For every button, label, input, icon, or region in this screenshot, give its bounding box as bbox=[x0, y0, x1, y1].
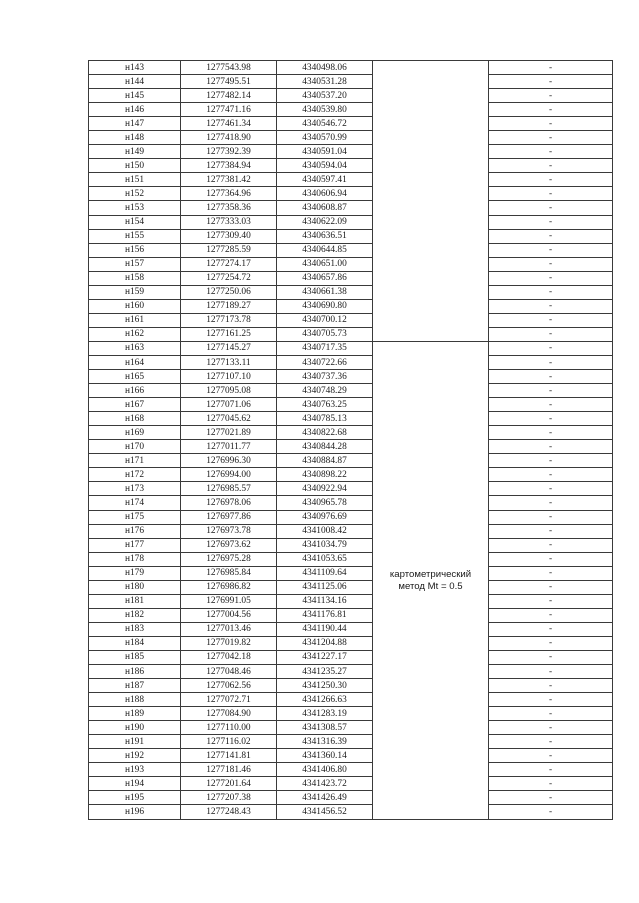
y-coordinate-cell: 4340748.29 bbox=[277, 384, 373, 398]
x-coordinate-cell: 1276985.84 bbox=[181, 566, 277, 580]
y-coordinate-cell: 4340661.38 bbox=[277, 285, 373, 299]
x-coordinate-cell: 1277004.56 bbox=[181, 608, 277, 622]
note-cell: - bbox=[489, 749, 613, 763]
x-coordinate-cell: 1277482.14 bbox=[181, 89, 277, 103]
x-coordinate-cell: 1277495.51 bbox=[181, 75, 277, 89]
x-coordinate-cell: 1277048.46 bbox=[181, 665, 277, 679]
y-coordinate-cell: 4340737.36 bbox=[277, 370, 373, 384]
point-cell: н162 bbox=[89, 327, 181, 341]
note-cell: - bbox=[489, 201, 613, 215]
table-row bbox=[89, 735, 613, 749]
note-cell: - bbox=[489, 636, 613, 650]
x-coordinate-cell: 1277285.59 bbox=[181, 243, 277, 257]
point-cell: н155 bbox=[89, 229, 181, 243]
table-row bbox=[89, 454, 613, 468]
table-row bbox=[89, 679, 613, 693]
x-coordinate-cell: 1277084.90 bbox=[181, 707, 277, 721]
coordinates-table bbox=[88, 60, 613, 820]
y-coordinate-cell: 4340539.80 bbox=[277, 103, 373, 117]
note-cell: - bbox=[489, 552, 613, 566]
table-row bbox=[89, 721, 613, 735]
x-coordinate-cell: 1277042.18 bbox=[181, 650, 277, 664]
note-cell: - bbox=[489, 61, 613, 75]
y-coordinate-cell: 4340700.12 bbox=[277, 313, 373, 327]
point-cell: н194 bbox=[89, 777, 181, 791]
y-coordinate-cell: 4341456.52 bbox=[277, 805, 373, 819]
note-cell: - bbox=[489, 594, 613, 608]
x-coordinate-cell: 1277254.72 bbox=[181, 271, 277, 285]
method-text bbox=[373, 200, 488, 202]
table-row bbox=[89, 791, 613, 805]
x-coordinate-cell: 1277274.17 bbox=[181, 257, 277, 271]
method-line-1: картометрический bbox=[389, 569, 472, 581]
y-coordinate-cell: 4341235.27 bbox=[277, 665, 373, 679]
x-coordinate-cell: 1277011.77 bbox=[181, 440, 277, 454]
x-coordinate-cell: 1276994.00 bbox=[181, 468, 277, 482]
note-cell: - bbox=[489, 75, 613, 89]
point-cell: н181 bbox=[89, 594, 181, 608]
table-row bbox=[89, 103, 613, 117]
method-text bbox=[373, 567, 488, 593]
table-row bbox=[89, 693, 613, 707]
y-coordinate-cell: 4340657.86 bbox=[277, 271, 373, 285]
point-cell: н189 bbox=[89, 707, 181, 721]
note-cell: - bbox=[489, 650, 613, 664]
y-coordinate-cell: 4341190.44 bbox=[277, 622, 373, 636]
y-coordinate-cell: 4341053.65 bbox=[277, 552, 373, 566]
point-cell: н154 bbox=[89, 215, 181, 229]
table-row bbox=[89, 594, 613, 608]
table-row bbox=[89, 173, 613, 187]
point-cell: н143 bbox=[89, 61, 181, 75]
y-coordinate-cell: 4340785.13 bbox=[277, 412, 373, 426]
table-row bbox=[89, 707, 613, 721]
point-cell: н144 bbox=[89, 75, 181, 89]
x-coordinate-cell: 1276996.30 bbox=[181, 454, 277, 468]
x-coordinate-cell: 1276975.28 bbox=[181, 552, 277, 566]
table-row bbox=[89, 243, 613, 257]
table-row bbox=[89, 299, 613, 313]
table-row bbox=[89, 608, 613, 622]
x-coordinate-cell: 1277062.56 bbox=[181, 679, 277, 693]
point-cell: н183 bbox=[89, 622, 181, 636]
table-row bbox=[89, 370, 613, 384]
y-coordinate-cell: 4341283.19 bbox=[277, 707, 373, 721]
point-cell: н164 bbox=[89, 355, 181, 369]
y-coordinate-cell: 4341316.39 bbox=[277, 735, 373, 749]
point-cell: н196 bbox=[89, 805, 181, 819]
x-coordinate-cell: 1277250.06 bbox=[181, 285, 277, 299]
y-coordinate-cell: 4340651.00 bbox=[277, 257, 373, 271]
y-coordinate-cell: 4341034.79 bbox=[277, 538, 373, 552]
x-coordinate-cell: 1277381.42 bbox=[181, 173, 277, 187]
note-cell: - bbox=[489, 187, 613, 201]
point-cell: н188 bbox=[89, 693, 181, 707]
note-cell: - bbox=[489, 355, 613, 369]
note-cell: - bbox=[489, 103, 613, 117]
table-row bbox=[89, 117, 613, 131]
note-cell: - bbox=[489, 145, 613, 159]
coordinates-table-body bbox=[89, 61, 613, 820]
table-row bbox=[89, 257, 613, 271]
x-coordinate-cell: 1277181.46 bbox=[181, 763, 277, 777]
note-cell: - bbox=[489, 454, 613, 468]
note-cell: - bbox=[489, 510, 613, 524]
table-row bbox=[89, 763, 613, 777]
point-cell: н186 bbox=[89, 665, 181, 679]
point-cell: н153 bbox=[89, 201, 181, 215]
note-cell: - bbox=[489, 693, 613, 707]
note-cell: - bbox=[489, 131, 613, 145]
note-cell: - bbox=[489, 398, 613, 412]
note-cell: - bbox=[489, 665, 613, 679]
table-row bbox=[89, 75, 613, 89]
note-cell: - bbox=[489, 608, 613, 622]
x-coordinate-cell: 1276973.78 bbox=[181, 524, 277, 538]
y-coordinate-cell: 4340537.20 bbox=[277, 89, 373, 103]
x-coordinate-cell: 1277471.16 bbox=[181, 103, 277, 117]
note-cell: - bbox=[489, 215, 613, 229]
table-row bbox=[89, 145, 613, 159]
point-cell: н170 bbox=[89, 440, 181, 454]
y-coordinate-cell: 4341227.17 bbox=[277, 650, 373, 664]
table-row bbox=[89, 355, 613, 369]
table-row bbox=[89, 89, 613, 103]
table-row bbox=[89, 496, 613, 510]
note-cell: - bbox=[489, 299, 613, 313]
table-row bbox=[89, 327, 613, 341]
table-row bbox=[89, 159, 613, 173]
y-coordinate-cell: 4341308.57 bbox=[277, 721, 373, 735]
note-cell: - bbox=[489, 679, 613, 693]
note-cell: - bbox=[489, 257, 613, 271]
point-cell: н178 bbox=[89, 552, 181, 566]
y-coordinate-cell: 4341266.63 bbox=[277, 693, 373, 707]
note-cell: - bbox=[489, 805, 613, 819]
table-row bbox=[89, 215, 613, 229]
y-coordinate-cell: 4340636.51 bbox=[277, 229, 373, 243]
point-cell: н165 bbox=[89, 370, 181, 384]
note-cell: - bbox=[489, 271, 613, 285]
x-coordinate-cell: 1277309.40 bbox=[181, 229, 277, 243]
note-cell: - bbox=[489, 735, 613, 749]
x-coordinate-cell: 1277248.43 bbox=[181, 805, 277, 819]
y-coordinate-cell: 4340717.35 bbox=[277, 341, 373, 355]
x-coordinate-cell: 1277461.34 bbox=[181, 117, 277, 131]
table-row bbox=[89, 552, 613, 566]
point-cell: н168 bbox=[89, 412, 181, 426]
note-cell: - bbox=[489, 763, 613, 777]
point-cell: н175 bbox=[89, 510, 181, 524]
note-cell: - bbox=[489, 159, 613, 173]
point-cell: н151 bbox=[89, 173, 181, 187]
x-coordinate-cell: 1277207.38 bbox=[181, 791, 277, 805]
y-coordinate-cell: 4340546.72 bbox=[277, 117, 373, 131]
y-coordinate-cell: 4340884.87 bbox=[277, 454, 373, 468]
x-coordinate-cell: 1277333.03 bbox=[181, 215, 277, 229]
table-row bbox=[89, 201, 613, 215]
x-coordinate-cell: 1276991.05 bbox=[181, 594, 277, 608]
y-coordinate-cell: 4340608.87 bbox=[277, 201, 373, 215]
y-coordinate-cell: 4340722.66 bbox=[277, 355, 373, 369]
point-cell: н157 bbox=[89, 257, 181, 271]
table-row bbox=[89, 805, 613, 819]
x-coordinate-cell: 1277045.62 bbox=[181, 412, 277, 426]
table-row bbox=[89, 187, 613, 201]
point-cell: н171 bbox=[89, 454, 181, 468]
y-coordinate-cell: 4340591.04 bbox=[277, 145, 373, 159]
y-coordinate-cell: 4341250.30 bbox=[277, 679, 373, 693]
table-row bbox=[89, 61, 613, 75]
y-coordinate-cell: 4341008.42 bbox=[277, 524, 373, 538]
table-row bbox=[89, 622, 613, 636]
table-row bbox=[89, 510, 613, 524]
table-row bbox=[89, 538, 613, 552]
note-cell: - bbox=[489, 468, 613, 482]
note-cell: - bbox=[489, 707, 613, 721]
y-coordinate-cell: 4341406.80 bbox=[277, 763, 373, 777]
point-cell: н148 bbox=[89, 131, 181, 145]
note-cell: - bbox=[489, 285, 613, 299]
note-cell: - bbox=[489, 243, 613, 257]
table-row bbox=[89, 650, 613, 664]
table-row bbox=[89, 285, 613, 299]
y-coordinate-cell: 4340965.78 bbox=[277, 496, 373, 510]
x-coordinate-cell: 1277110.00 bbox=[181, 721, 277, 735]
note-cell: - bbox=[489, 117, 613, 131]
x-coordinate-cell: 1277013.46 bbox=[181, 622, 277, 636]
note-cell: - bbox=[489, 538, 613, 552]
note-cell: - bbox=[489, 496, 613, 510]
x-coordinate-cell: 1277543.98 bbox=[181, 61, 277, 75]
note-cell: - bbox=[489, 384, 613, 398]
note-cell: - bbox=[489, 412, 613, 426]
point-cell: н152 bbox=[89, 187, 181, 201]
point-cell: н193 bbox=[89, 763, 181, 777]
y-coordinate-cell: 4341204.88 bbox=[277, 636, 373, 650]
x-coordinate-cell: 1277392.39 bbox=[181, 145, 277, 159]
y-coordinate-cell: 4340844.28 bbox=[277, 440, 373, 454]
note-cell: - bbox=[489, 426, 613, 440]
note-cell: - bbox=[489, 313, 613, 327]
y-coordinate-cell: 4341134.16 bbox=[277, 594, 373, 608]
note-cell: - bbox=[489, 89, 613, 103]
point-cell: н176 bbox=[89, 524, 181, 538]
table-row bbox=[89, 313, 613, 327]
y-coordinate-cell: 4341109.64 bbox=[277, 566, 373, 580]
point-cell: н180 bbox=[89, 580, 181, 594]
y-coordinate-cell: 4340570.99 bbox=[277, 131, 373, 145]
x-coordinate-cell: 1276985.57 bbox=[181, 482, 277, 496]
point-cell: н179 bbox=[89, 566, 181, 580]
note-cell: - bbox=[489, 440, 613, 454]
point-cell: н182 bbox=[89, 608, 181, 622]
table-row bbox=[89, 229, 613, 243]
table-row bbox=[89, 580, 613, 594]
y-coordinate-cell: 4340606.94 bbox=[277, 187, 373, 201]
x-coordinate-cell: 1277201.64 bbox=[181, 777, 277, 791]
y-coordinate-cell: 4340594.04 bbox=[277, 159, 373, 173]
table-row bbox=[89, 131, 613, 145]
y-coordinate-cell: 4340705.73 bbox=[277, 327, 373, 341]
y-coordinate-cell: 4341423.72 bbox=[277, 777, 373, 791]
note-cell: - bbox=[489, 370, 613, 384]
x-coordinate-cell: 1277019.82 bbox=[181, 636, 277, 650]
point-cell: н161 bbox=[89, 313, 181, 327]
note-cell: - bbox=[489, 622, 613, 636]
x-coordinate-cell: 1277072.71 bbox=[181, 693, 277, 707]
table-row bbox=[89, 271, 613, 285]
table-row bbox=[89, 398, 613, 412]
x-coordinate-cell: 1277189.27 bbox=[181, 299, 277, 313]
note-cell: - bbox=[489, 229, 613, 243]
y-coordinate-cell: 4340976.69 bbox=[277, 510, 373, 524]
point-cell: н159 bbox=[89, 285, 181, 299]
point-cell: н195 bbox=[89, 791, 181, 805]
note-cell: - bbox=[489, 524, 613, 538]
x-coordinate-cell: 1277107.10 bbox=[181, 370, 277, 384]
y-coordinate-cell: 4341176.81 bbox=[277, 608, 373, 622]
table-row bbox=[89, 440, 613, 454]
table-row bbox=[89, 636, 613, 650]
table-row bbox=[89, 566, 613, 580]
point-cell: н184 bbox=[89, 636, 181, 650]
point-cell: н145 bbox=[89, 89, 181, 103]
table-row bbox=[89, 412, 613, 426]
point-cell: н160 bbox=[89, 299, 181, 313]
x-coordinate-cell: 1277021.89 bbox=[181, 426, 277, 440]
y-coordinate-cell: 4340822.68 bbox=[277, 426, 373, 440]
table-row bbox=[89, 777, 613, 791]
note-cell: - bbox=[489, 791, 613, 805]
point-cell: н166 bbox=[89, 384, 181, 398]
table-row bbox=[89, 426, 613, 440]
y-coordinate-cell: 4340922.94 bbox=[277, 482, 373, 496]
x-coordinate-cell: 1277418.90 bbox=[181, 131, 277, 145]
x-coordinate-cell: 1277384.94 bbox=[181, 159, 277, 173]
point-cell: н191 bbox=[89, 735, 181, 749]
table-row bbox=[89, 468, 613, 482]
point-cell: н146 bbox=[89, 103, 181, 117]
point-cell: н172 bbox=[89, 468, 181, 482]
table-row bbox=[89, 665, 613, 679]
y-coordinate-cell: 4341426.49 bbox=[277, 791, 373, 805]
x-coordinate-cell: 1277133.11 bbox=[181, 355, 277, 369]
table-row bbox=[89, 384, 613, 398]
note-cell: - bbox=[489, 327, 613, 341]
point-cell: н192 bbox=[89, 749, 181, 763]
x-coordinate-cell: 1277364.96 bbox=[181, 187, 277, 201]
point-cell: н156 bbox=[89, 243, 181, 257]
point-cell: н190 bbox=[89, 721, 181, 735]
point-cell: н150 bbox=[89, 159, 181, 173]
point-cell: н187 bbox=[89, 679, 181, 693]
x-coordinate-cell: 1276973.62 bbox=[181, 538, 277, 552]
note-cell: - bbox=[489, 482, 613, 496]
note-cell: - bbox=[489, 566, 613, 580]
x-coordinate-cell: 1276977.86 bbox=[181, 510, 277, 524]
y-coordinate-cell: 4341125.06 bbox=[277, 580, 373, 594]
x-coordinate-cell: 1277116.02 bbox=[181, 735, 277, 749]
y-coordinate-cell: 4340690.80 bbox=[277, 299, 373, 313]
note-cell: - bbox=[489, 173, 613, 187]
table-row bbox=[89, 341, 613, 355]
point-cell: н167 bbox=[89, 398, 181, 412]
y-coordinate-cell: 4340597.41 bbox=[277, 173, 373, 187]
x-coordinate-cell: 1277095.08 bbox=[181, 384, 277, 398]
point-cell: н163 bbox=[89, 341, 181, 355]
method-line-2: метод Mt = 0.5 bbox=[398, 581, 463, 593]
x-coordinate-cell: 1277141.81 bbox=[181, 749, 277, 763]
x-coordinate-cell: 1277358.36 bbox=[181, 201, 277, 215]
table-row bbox=[89, 482, 613, 496]
x-coordinate-cell: 1276978.06 bbox=[181, 496, 277, 510]
note-cell: - bbox=[489, 721, 613, 735]
method-cell bbox=[373, 61, 489, 342]
point-cell: н185 bbox=[89, 650, 181, 664]
y-coordinate-cell: 4340644.85 bbox=[277, 243, 373, 257]
method-cell bbox=[373, 341, 489, 819]
y-coordinate-cell: 4340498.06 bbox=[277, 61, 373, 75]
point-cell: н173 bbox=[89, 482, 181, 496]
x-coordinate-cell: 1277071.06 bbox=[181, 398, 277, 412]
point-cell: н158 bbox=[89, 271, 181, 285]
point-cell: н147 bbox=[89, 117, 181, 131]
note-cell: - bbox=[489, 580, 613, 594]
note-cell: - bbox=[489, 777, 613, 791]
point-cell: н169 bbox=[89, 426, 181, 440]
x-coordinate-cell: 1277173.78 bbox=[181, 313, 277, 327]
point-cell: н177 bbox=[89, 538, 181, 552]
table-row bbox=[89, 749, 613, 763]
table-row bbox=[89, 524, 613, 538]
y-coordinate-cell: 4340898.22 bbox=[277, 468, 373, 482]
y-coordinate-cell: 4340531.28 bbox=[277, 75, 373, 89]
y-coordinate-cell: 4340622.09 bbox=[277, 215, 373, 229]
x-coordinate-cell: 1277161.25 bbox=[181, 327, 277, 341]
y-coordinate-cell: 4340763.25 bbox=[277, 398, 373, 412]
note-cell: - bbox=[489, 341, 613, 355]
x-coordinate-cell: 1276986.82 bbox=[181, 580, 277, 594]
point-cell: н174 bbox=[89, 496, 181, 510]
point-cell: н149 bbox=[89, 145, 181, 159]
y-coordinate-cell: 4341360.14 bbox=[277, 749, 373, 763]
x-coordinate-cell: 1277145.27 bbox=[181, 341, 277, 355]
